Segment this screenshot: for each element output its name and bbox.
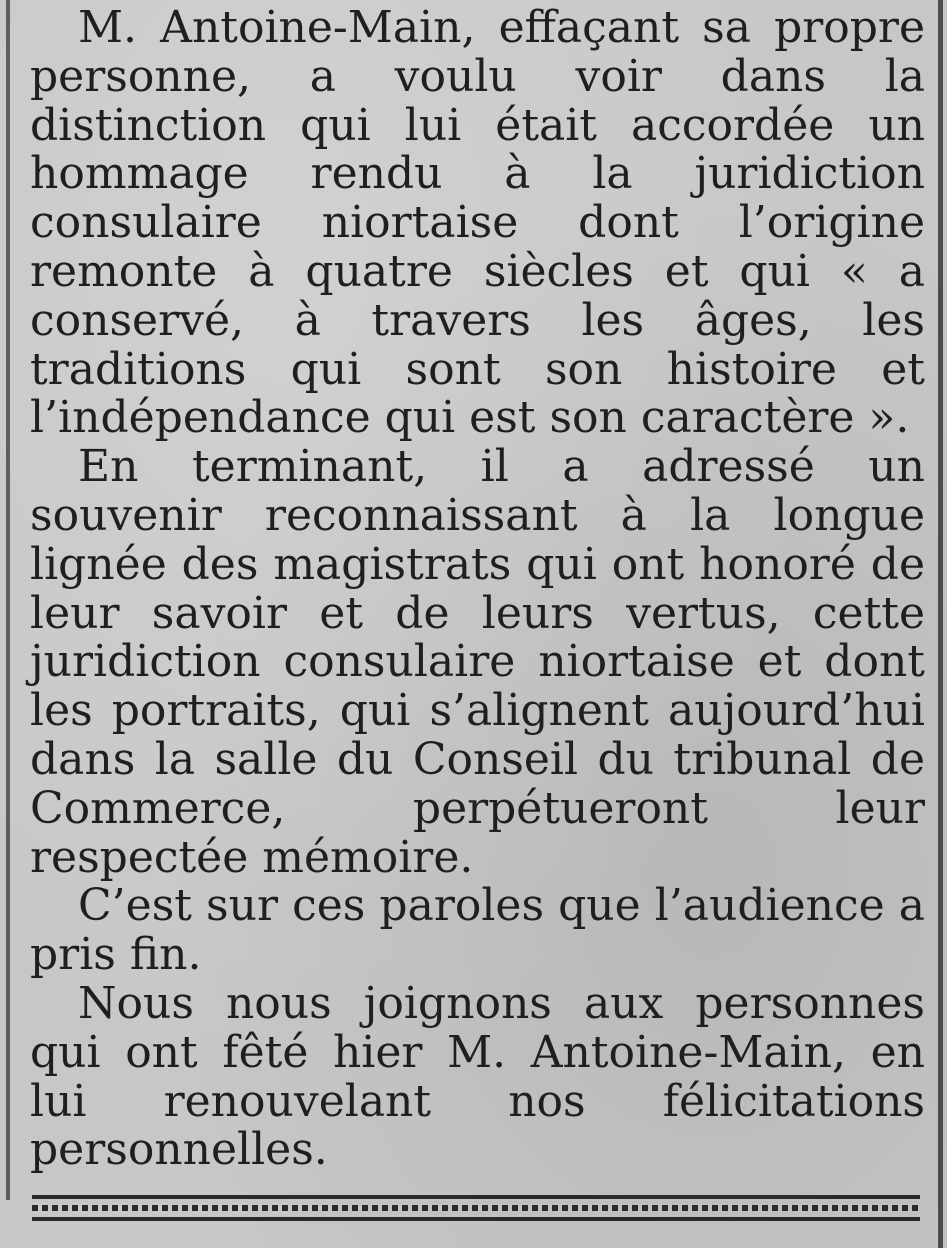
closing-rule [32,1195,920,1225]
closing-rule-top [32,1195,920,1199]
paragraph-1: M. Antoine-Main, effaçant sa propre personne, a voulu voir dans la distinction qui lui était accordée un hommage rendu à la juridiction consulaire niortaise dont l’origine remonte à quatre siècles et qui « a conservé, à travers les âges, les traditions qui sont son histoire et l’indépendance qui est son caractère ». [30,2,925,444]
paragraph-2: En terminant, il a adressé un souvenir reconnaissant à la longue lignée des magistrats qui ont honoré de leur savoir et de leurs vertus, cette juridiction consulaire niortaise et dont les portraits, qui s’alignent aujourd’hui dans la salle du Conseil du tribunal de Commerce, perpétueront leur respectée mémoire. [30,441,925,883]
article-body [30,0,925,1175]
left-column-rule [6,0,10,1200]
right-column-rule [938,0,943,1248]
paragraph-3: C’est sur ces paroles que l’audience a pris fin. [30,880,925,981]
paragraph-4: Nous nous joignons aux personnes qui ont fêté hier M. Antoine-Main, en lui renouvelant nos félicitations personnelles. [30,977,925,1176]
closing-rule-bottom [32,1217,920,1221]
closing-rule-ornament [32,1205,920,1211]
